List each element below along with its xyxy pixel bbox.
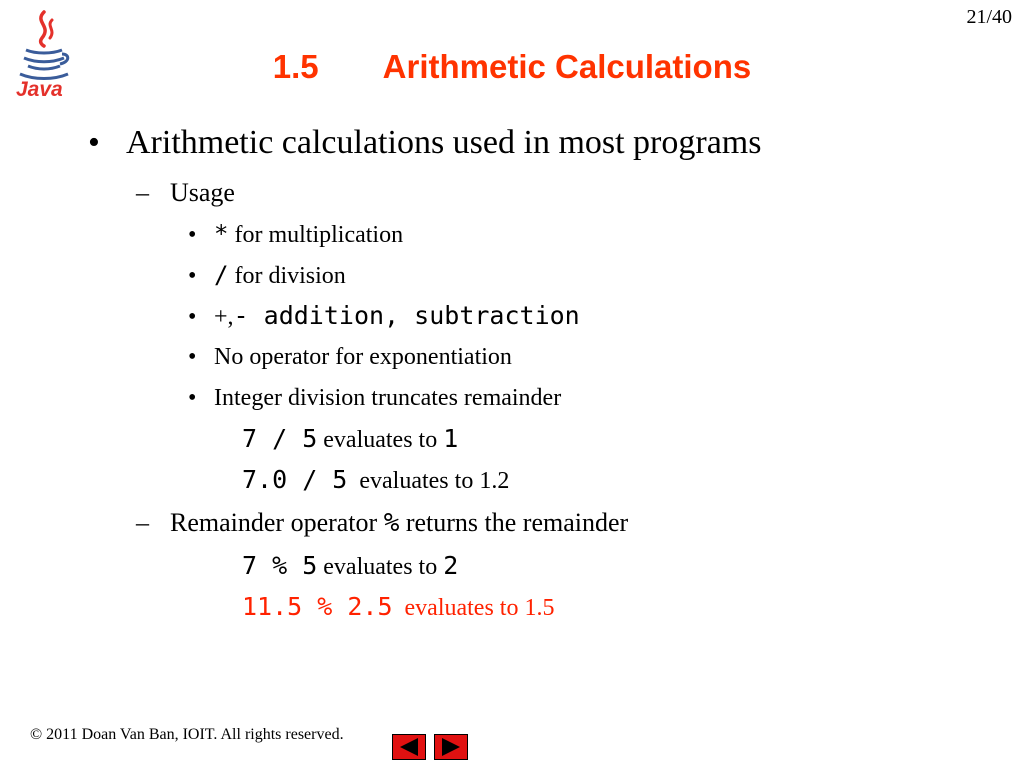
example-text: evaluates to 1.2 <box>359 468 510 494</box>
item-text: for division <box>234 263 346 289</box>
footer-copyright <box>30 726 344 744</box>
code-example <box>242 551 458 581</box>
list-item <box>188 261 346 290</box>
operator: % <box>383 508 400 538</box>
copyright-symbol: © <box>30 726 43 743</box>
operator: + <box>214 304 228 330</box>
item-text: No operator for exponentiation <box>214 344 512 370</box>
code: 7 % 5 <box>242 551 318 580</box>
bullet-icon: • <box>188 263 197 289</box>
bullet-icon: • <box>188 222 197 248</box>
example-text: evaluates to <box>323 554 438 580</box>
slide-title <box>0 48 1024 86</box>
right-arrow-icon <box>435 735 467 759</box>
code-example <box>242 465 509 495</box>
main-bullet <box>88 124 761 162</box>
bullet-icon: • <box>188 304 197 330</box>
list-item <box>188 344 512 371</box>
item-text: for multiplication <box>234 222 404 248</box>
list-item <box>188 301 580 331</box>
main-bullet-text: Arithmetic calculations used in most programs <box>126 124 762 161</box>
result: 1 <box>443 424 459 453</box>
result: 2 <box>443 551 459 580</box>
bullet-icon: • <box>188 385 197 411</box>
operator: / <box>214 261 229 289</box>
copyright-text: 2011 Doan Van Ban, IOIT. All rights reserved. <box>46 726 344 743</box>
dash-icon: – <box>136 508 149 537</box>
java-logo-text: Java <box>16 78 63 101</box>
example-text: evaluates to <box>323 427 438 453</box>
item-text: Integer division truncates remainder <box>214 385 562 411</box>
dash-icon: – <box>136 178 149 207</box>
item-text: - addition, subtraction <box>233 301 580 330</box>
heading-text: Remainder operator <box>170 508 378 537</box>
remainder-heading <box>136 508 628 538</box>
example-text: evaluates to 1.5 <box>404 595 555 621</box>
prev-slide-button[interactable] <box>392 734 426 760</box>
bullet-icon: • <box>88 124 100 161</box>
list-item <box>188 220 403 249</box>
code: 7 / 5 <box>242 424 318 453</box>
page-number: 21/40 <box>966 6 1012 28</box>
separator: , <box>227 304 234 330</box>
left-arrow-icon <box>393 735 425 759</box>
usage-heading <box>136 178 235 208</box>
next-slide-button[interactable] <box>434 734 468 760</box>
code: 7.0 / 5 <box>242 465 348 494</box>
title-text: Arithmetic Calculations <box>382 48 752 85</box>
section-number: 1.5 <box>272 48 319 85</box>
code: 11.5 % 2.5 <box>242 592 393 621</box>
code-example <box>242 424 458 454</box>
code-example-highlight <box>242 592 554 622</box>
bullet-icon: • <box>188 344 197 370</box>
operator: * <box>214 220 229 248</box>
usage-heading-text: Usage <box>170 178 235 207</box>
list-item <box>188 385 561 412</box>
heading-text: returns the remainder <box>405 508 629 537</box>
